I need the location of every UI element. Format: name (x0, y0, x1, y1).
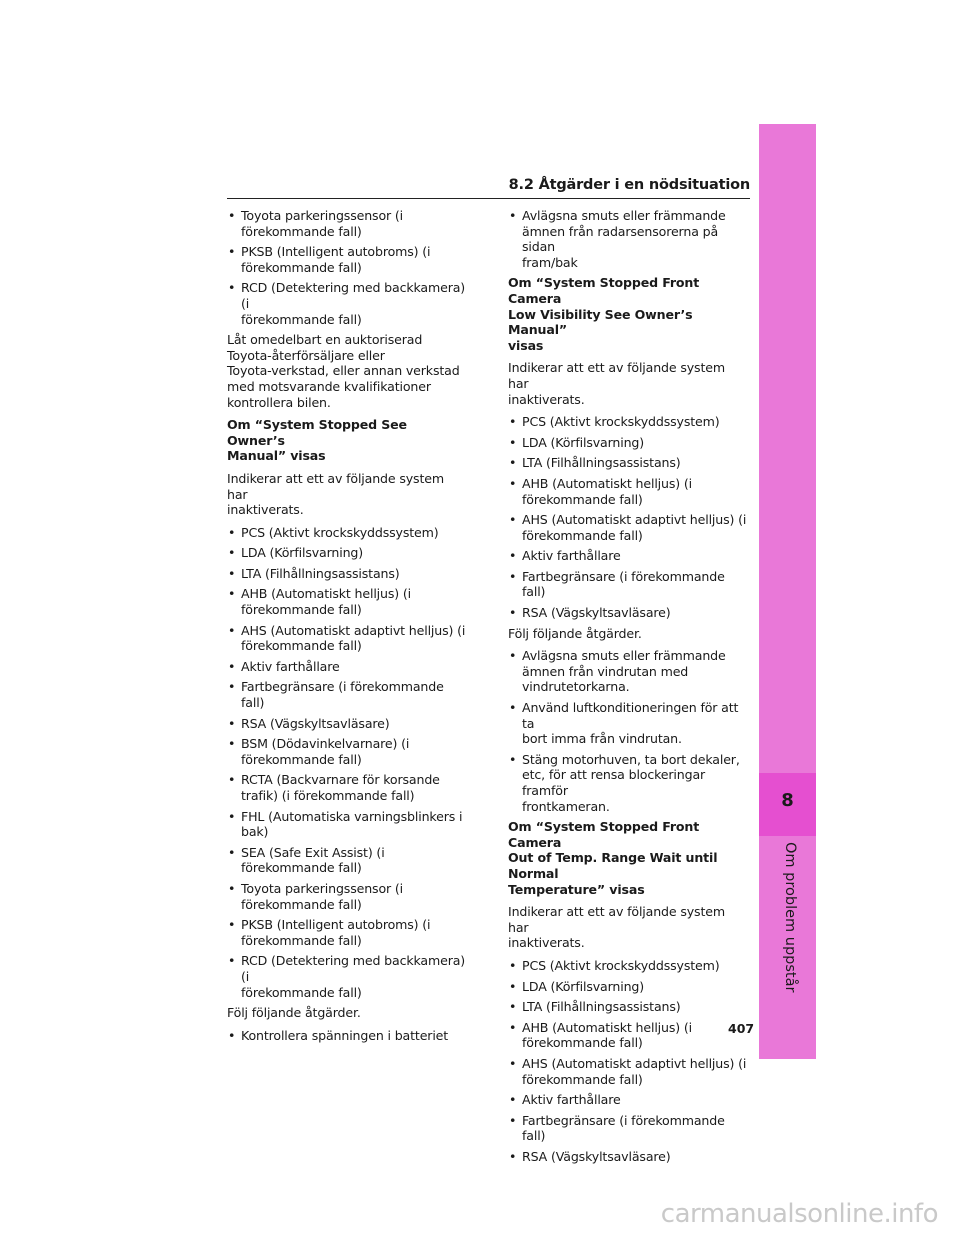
list-item: • AHS (Automatiskt adaptivt helljus) (i förekommande fall) (508, 1056, 748, 1087)
list-item: • Använd luftkonditioneringen för att ta bort imma från vindrutan. (508, 700, 748, 747)
list-item: • Toyota parkeringssensor (i förekommande fall) (227, 208, 467, 239)
list-item: • AHB (Automatiskt helljus) (i förekommande fall) (508, 476, 748, 507)
list-item: • PCS (Aktivt krockskyddssystem) (227, 525, 467, 541)
list-item: • Kontrollera spänningen i batteriet (227, 1028, 467, 1044)
page-number: 407 (728, 1021, 755, 1036)
list-item: • RCD (Detektering med backkamera) (i förekommande fall) (227, 280, 467, 327)
paragraph: Indikerar att ett av följande system har inaktiverats. (508, 360, 725, 407)
list-item: • SEA (Safe Exit Assist) (i förekommande fall) (227, 845, 467, 876)
paragraph: Följ följande åtgärder. (508, 625, 642, 641)
list-item: • Toyota parkeringssensor (i förekommande fall) (227, 881, 467, 912)
subheading: Om “System Stopped Front Camera Low Visibility See Owner’s Manual” visas (508, 275, 700, 353)
left-column (227, 208, 467, 1048)
paragraph: Indikerar att ett av följande system har inaktiverats. (508, 904, 725, 951)
subheading: Om “System Stopped See Owner’s Manual” visas (227, 417, 407, 464)
list-item: • RCTA (Backvarnare för korsande trafik) (i förekommande fall) (227, 772, 467, 803)
list-item: • AHB (Automatiskt helljus) (i förekommande fall) (227, 586, 467, 617)
list-item: • Avlägsna smuts eller främmande ämnen från radarsensorerna på sidan fram/bak (508, 208, 748, 270)
list-item: • PKSB (Intelligent autobroms) (i förekommande fall) (227, 917, 467, 948)
list-item: • PCS (Aktivt krockskyddssystem) (508, 414, 748, 430)
paragraph: Låt omedelbart en auktoriserad Toyota-återförsäljare eller Toyota-verkstad, eller annan verkstad med motsvarande kvalifikationer kontrollera bilen. (227, 332, 460, 410)
list-item: • Stäng motorhuven, ta bort dekaler, etc, för att rensa blockeringar framför frontkameran. (508, 752, 748, 814)
list-item: • RSA (Vägskyltsavläsare) (227, 716, 467, 732)
list-item: • Fartbegränsare (i förekommande fall) (227, 679, 467, 710)
watermark: carmanualsonline.info (660, 1199, 938, 1229)
header-rule (227, 198, 750, 199)
list-item: • LTA (Filhållningsassistans) (508, 999, 748, 1015)
list-item: • Avlägsna smuts eller främmande ämnen från vindrutan med vindrutetorkarna. (508, 648, 748, 695)
subheading: Om “System Stopped Front Camera Out of Temp. Range Wait until Normal Temperature” visas (508, 819, 718, 897)
list-item: • LDA (Körfilsvarning) (508, 435, 748, 451)
list-item: • RCD (Detektering med backkamera) (i förekommande fall) (227, 953, 467, 1000)
chapter-number: 8 (781, 790, 794, 811)
list-item: • PKSB (Intelligent autobroms) (i förekommande fall) (227, 244, 467, 275)
list-item: • LDA (Körfilsvarning) (227, 545, 467, 561)
list-item: • AHB (Automatiskt helljus) (i förekommande fall) (508, 1020, 748, 1051)
list-item: • BSM (Dödavinkelvarnare) (i förekommande fall) (227, 736, 467, 767)
list-item: • FHL (Automatiska varningsblinkers i bak) (227, 809, 467, 840)
list-item: • AHS (Automatiskt adaptivt helljus) (i förekommande fall) (227, 623, 467, 654)
list-item: • Aktiv farthållare (508, 1092, 748, 1108)
list-item: • PCS (Aktivt krockskyddssystem) (508, 958, 748, 974)
list-item: • AHS (Automatiskt adaptivt helljus) (i förekommande fall) (508, 512, 748, 543)
right-column (508, 208, 748, 1169)
list-item: • Fartbegränsare (i förekommande fall) (508, 569, 748, 600)
section-title: 8.2 Åtgärder i en nödsituation (508, 177, 750, 193)
list-item: • RSA (Vägskyltsavläsare) (508, 1149, 748, 1165)
chapter-label: Om problem uppstår (782, 842, 798, 993)
list-item: • LTA (Filhållningsassistans) (227, 566, 467, 582)
list-item: • Aktiv farthållare (227, 659, 467, 675)
list-item: • Fartbegränsare (i förekommande fall) (508, 1113, 748, 1144)
list-item: • LDA (Körfilsvarning) (508, 979, 748, 995)
list-item: • LTA (Filhållningsassistans) (508, 455, 748, 471)
list-item: • Aktiv farthållare (508, 548, 748, 564)
paragraph: Följ följande åtgärder. (227, 1005, 361, 1021)
paragraph: Indikerar att ett av följande system har inaktiverats. (227, 470, 444, 518)
list-item: • RSA (Vägskyltsavläsare) (508, 605, 748, 621)
